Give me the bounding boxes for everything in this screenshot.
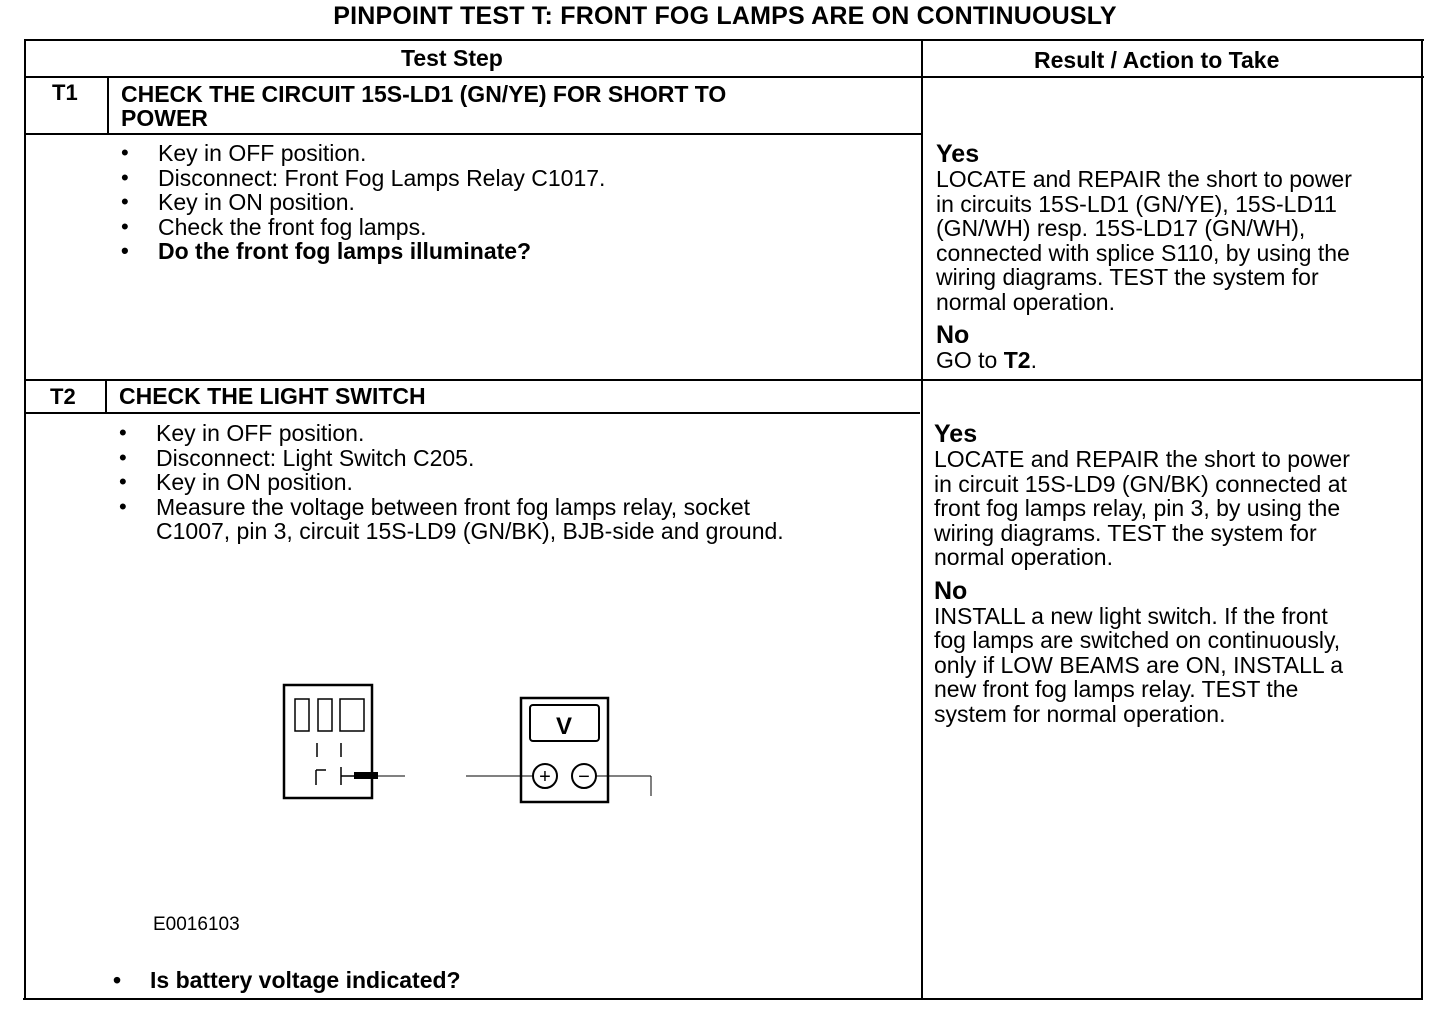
list-item: • Disconnect: Front Fog Lamps Relay C1017. [121, 166, 605, 191]
step-id-t2: T2 [50, 384, 76, 409]
table-bottom-border [23, 998, 1421, 1000]
step-title-t2: CHECK THE LIGHT SWITCH [119, 383, 426, 409]
table-left-border [24, 39, 26, 1000]
t2-no-line: system for normal operation. [934, 700, 1226, 727]
t1-no-text [936, 348, 1352, 373]
step-title-t1 [121, 82, 726, 130]
step-title-t1-line1: CHECK THE CIRCUIT 15S-LD1 (GN/YE) FOR SHORT TO [121, 81, 727, 107]
t1-yes-line: (GN/WH) resp. 15S-LD17 (GN/WH), [936, 215, 1306, 241]
list-item-continuation: C1007, pin 3, circuit 15S-LD9 (GN/BK), BJB-side and ground. [156, 518, 784, 544]
t1-no-target-link[interactable]: T2 [1003, 347, 1031, 373]
t1-no-suffix: . [1030, 347, 1037, 373]
step-id-t1: T1 [52, 80, 78, 105]
t1-yes-line: wiring diagrams. TEST the system for [936, 264, 1319, 290]
t2-title-bottom-border [25, 412, 920, 414]
t1-yes-label: Yes [936, 140, 980, 168]
relay-voltmeter-diagram [270, 675, 670, 810]
t2-yes-line: wiring diagrams. TEST the system for [934, 519, 1317, 546]
relay-socket-icon [284, 685, 372, 798]
t2-id-divider [105, 379, 107, 414]
list-item: • Key in ON position. [121, 190, 605, 215]
voltmeter-label: V [555, 713, 573, 740]
t1-id-divider [107, 76, 109, 135]
t2-instructions [119, 421, 784, 544]
t2-yes-line: in circuit 15S-LD9 (GN/BK) connected at [934, 470, 1347, 497]
t2-no-line: new front fog lamps relay. TEST the [934, 676, 1299, 702]
list-item: • Key in OFF position. [119, 421, 784, 446]
plus-terminal-label: + [539, 766, 551, 788]
list-item: • Disconnect: Light Switch C205. [119, 446, 784, 471]
header-test-step: Test Step [401, 45, 503, 71]
t2-no-line: INSTALL a new light switch. If the front [934, 602, 1328, 629]
header-result: Result / Action to Take [1034, 47, 1280, 73]
list-item-question: • Do the front fog lamps illuminate? [121, 239, 605, 264]
table-top-border [25, 39, 1424, 41]
t1-yes-line: LOCATE and REPAIR the short to power [936, 166, 1352, 192]
final-question: • Is battery voltage indicated? [113, 967, 461, 994]
t2-no-line: fog lamps are switched on continuously, [934, 627, 1341, 653]
header-bottom-border [25, 76, 1424, 78]
list-item: • Key in OFF position. [121, 141, 605, 166]
t1-yes-line: normal operation. [936, 288, 1115, 315]
t1-yes-line: in circuits 15S-LD1 (GN/YE), 15S-LD11 [936, 190, 1337, 217]
t2-result [934, 421, 1350, 726]
list-item: • Check the front fog lamps. [121, 215, 605, 240]
table-right-border [1421, 39, 1423, 1000]
t2-yes-line: front fog lamps relay, pin 3, by using the [934, 495, 1341, 521]
t2-yes-label: Yes [934, 420, 978, 448]
t1-bottom-border [25, 379, 1422, 381]
minus-terminal-label: − [578, 766, 590, 788]
t2-yes-line: normal operation. [934, 544, 1113, 570]
t1-result [936, 141, 1352, 373]
figure-code: E0016103 [153, 914, 240, 935]
list-item: • Key in ON position. [119, 470, 784, 495]
page-title: PINPOINT TEST T: FRONT FOG LAMPS ARE ON CONTINUOUSLY [333, 2, 1117, 30]
step-title-t1-line2: POWER [121, 105, 208, 131]
t2-yes-line: LOCATE and REPAIR the short to power [934, 446, 1350, 472]
t1-no-prefix: GO to [936, 347, 1004, 373]
t2-no-line: only if LOW BEAMS are ON, INSTALL a [934, 651, 1344, 678]
column-divider [921, 39, 923, 1000]
t1-title-bottom-border [25, 133, 923, 135]
t1-instructions [121, 141, 605, 264]
t1-no-label: No [936, 321, 970, 349]
t1-yes-line: connected with splice S110, by using the [936, 239, 1350, 266]
t2-no-label: No [934, 576, 968, 605]
list-item: • Measure the voltage between front fog lamps relay, socket [119, 495, 784, 520]
